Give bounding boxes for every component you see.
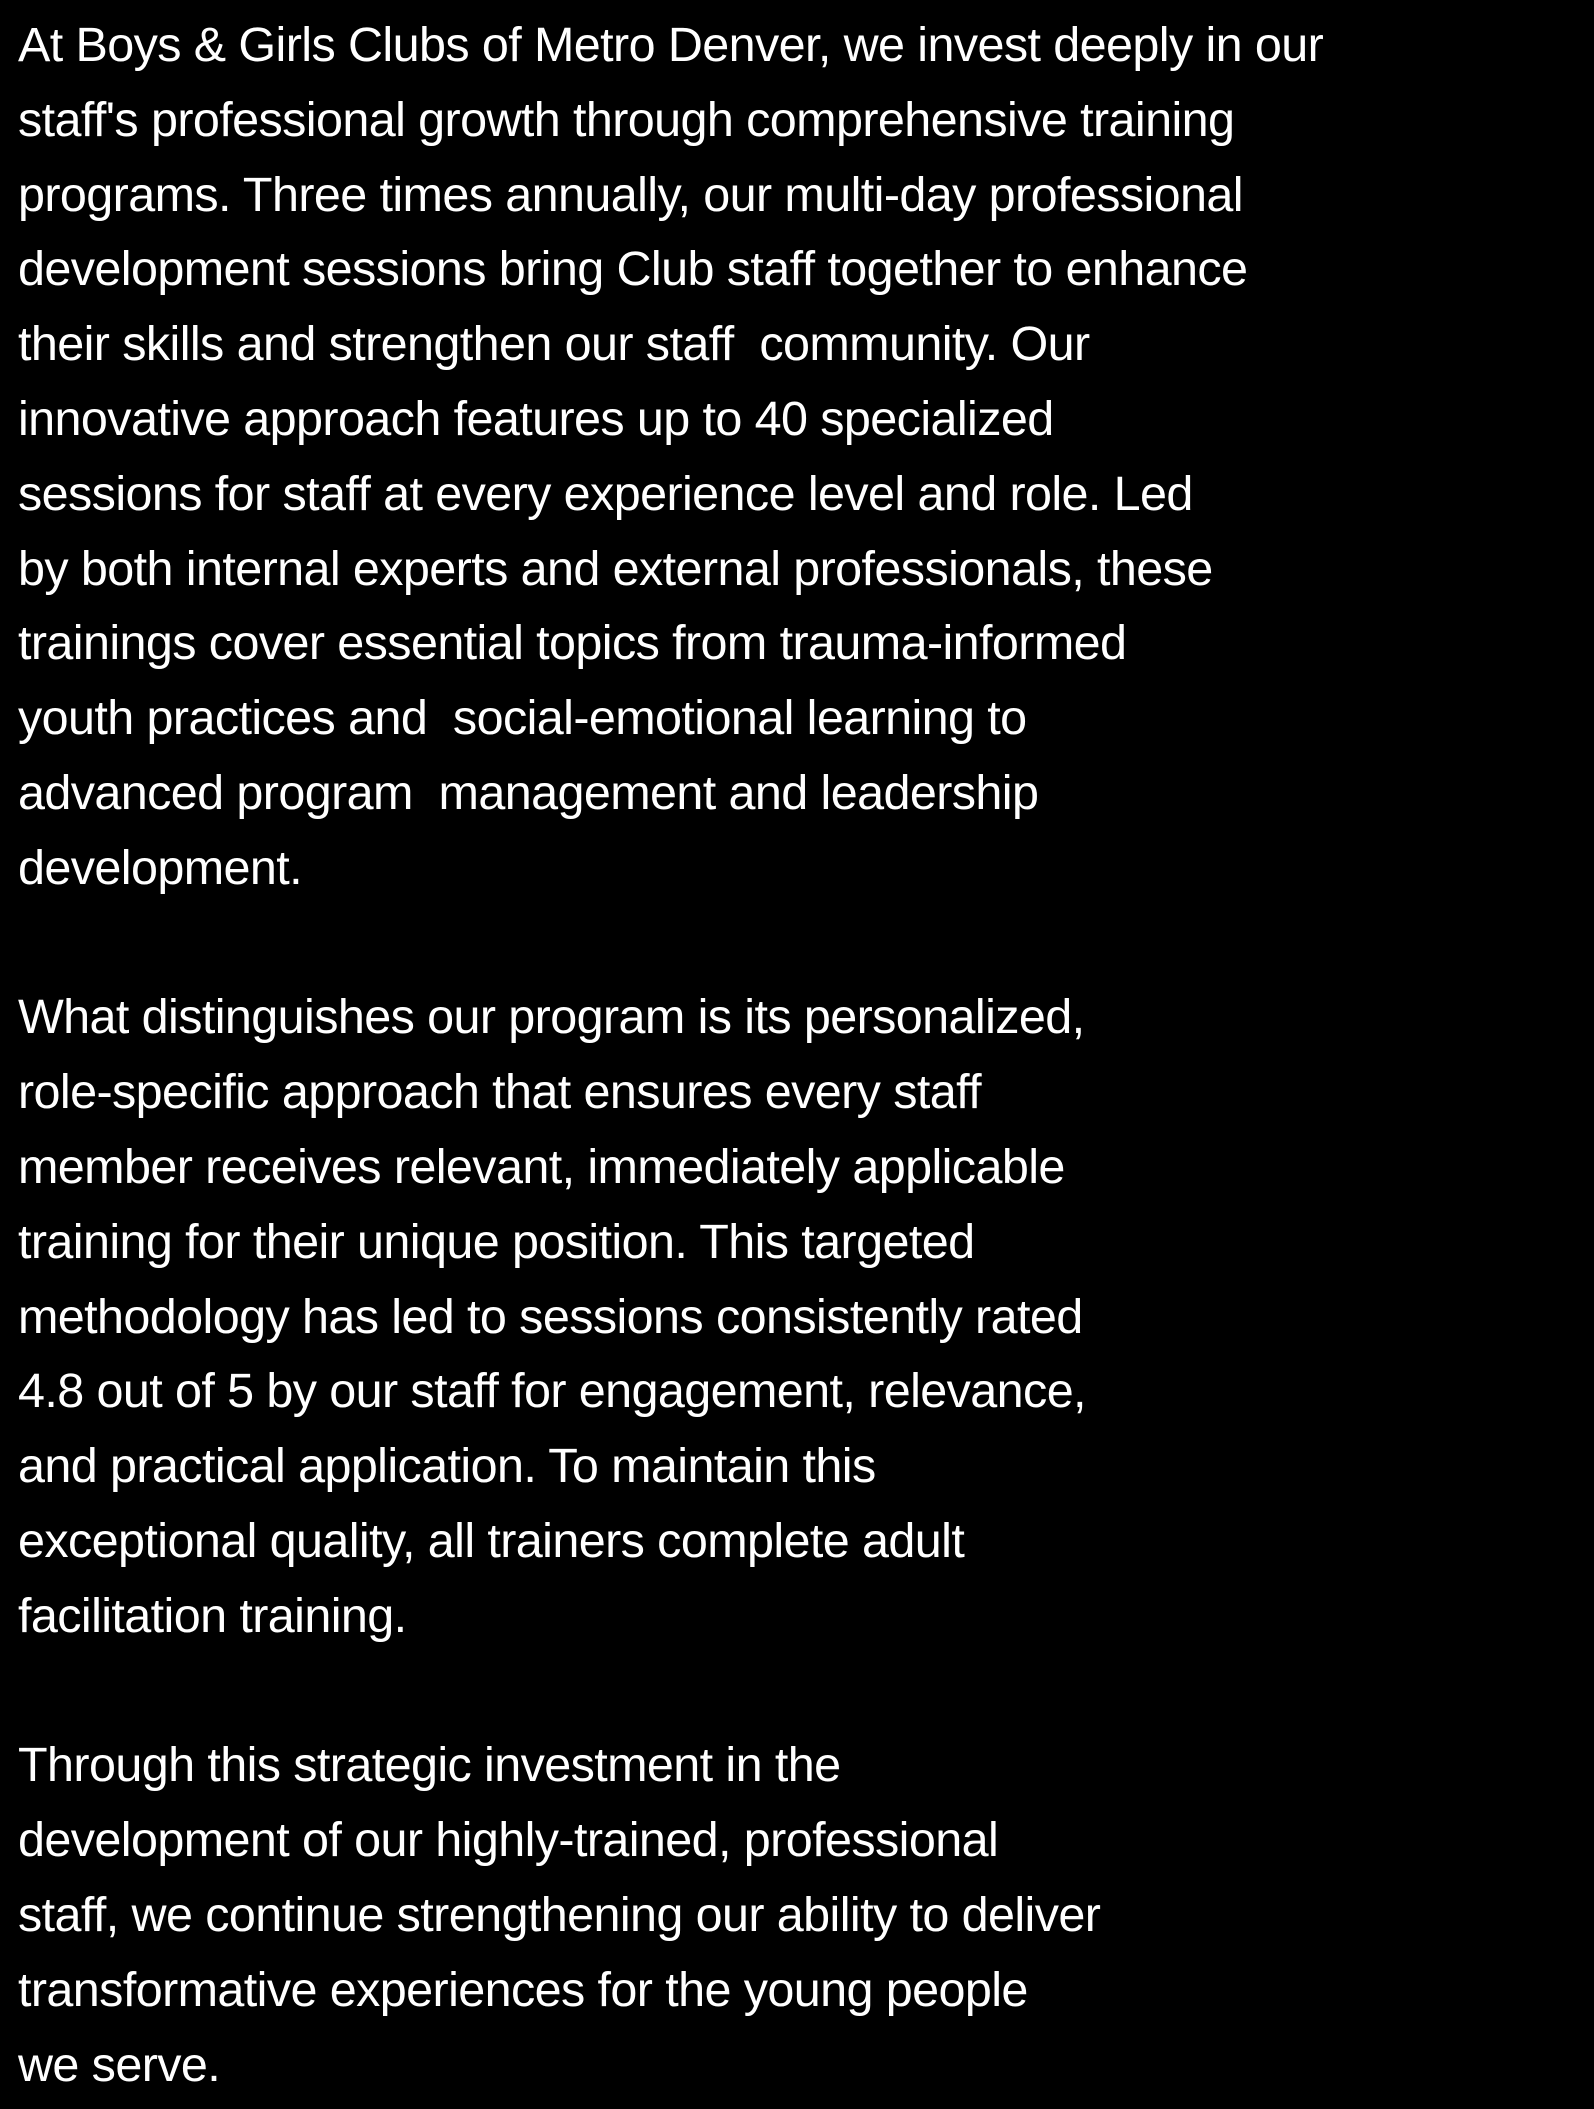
text-line: Through this strategic investment in the <box>18 1738 841 1793</box>
document-body <box>18 8 1588 2102</box>
text-line: and practical application. To maintain this <box>18 1439 876 1494</box>
text-line: exceptional quality, all trainers complete adult <box>18 1513 965 1568</box>
text-line: innovative approach features up to 40 specialized <box>18 391 1054 446</box>
text-line: training for their unique position. This targeted <box>18 1214 975 1269</box>
text-line: development. <box>18 840 302 895</box>
text-line: role-specific approach that ensures every staff <box>18 1065 981 1120</box>
text-line: staff's professional growth through comprehensive training <box>18 92 1235 147</box>
text-line: transformative experiences for the young people <box>18 1962 1028 2017</box>
text-line: by both internal experts and external professionals, these <box>18 541 1213 596</box>
text-line: methodology has led to sessions consistently rated <box>18 1289 1083 1344</box>
text-line: programs. Three times annually, our multi-day professional <box>18 167 1243 222</box>
text-line: youth practices and social-emotional learning to <box>18 691 1027 746</box>
paragraph-3 <box>18 1728 1588 2102</box>
text-line: 4.8 out of 5 by our staff for engagement, relevance, <box>18 1364 1086 1419</box>
text-line: sessions for staff at every experience level and role. Led <box>18 466 1193 521</box>
text-line: we serve. <box>18 2037 221 2092</box>
text-line: At Boys & Girls Clubs of Metro Denver, we invest deeply in our <box>18 18 1324 72</box>
text-line: staff, we continue strengthening our ability to deliver <box>18 1887 1101 1942</box>
text-line: What distinguishes our program is its personalized, <box>18 990 1085 1045</box>
paragraph-2 <box>18 980 1588 1653</box>
text-line: development sessions bring Club staff together to enhance <box>18 242 1248 297</box>
text-line: advanced program management and leadership <box>18 765 1039 820</box>
text-line: trainings cover essential topics from trauma-informed <box>18 616 1127 671</box>
paragraph-1 <box>18 8 1588 906</box>
text-line: development of our highly-trained, professional <box>18 1813 999 1868</box>
text-line: their skills and strengthen our staff community. Our <box>18 317 1090 372</box>
text-line: facilitation training. <box>18 1588 407 1643</box>
text-line: member receives relevant, immediately applicable <box>18 1139 1065 1194</box>
